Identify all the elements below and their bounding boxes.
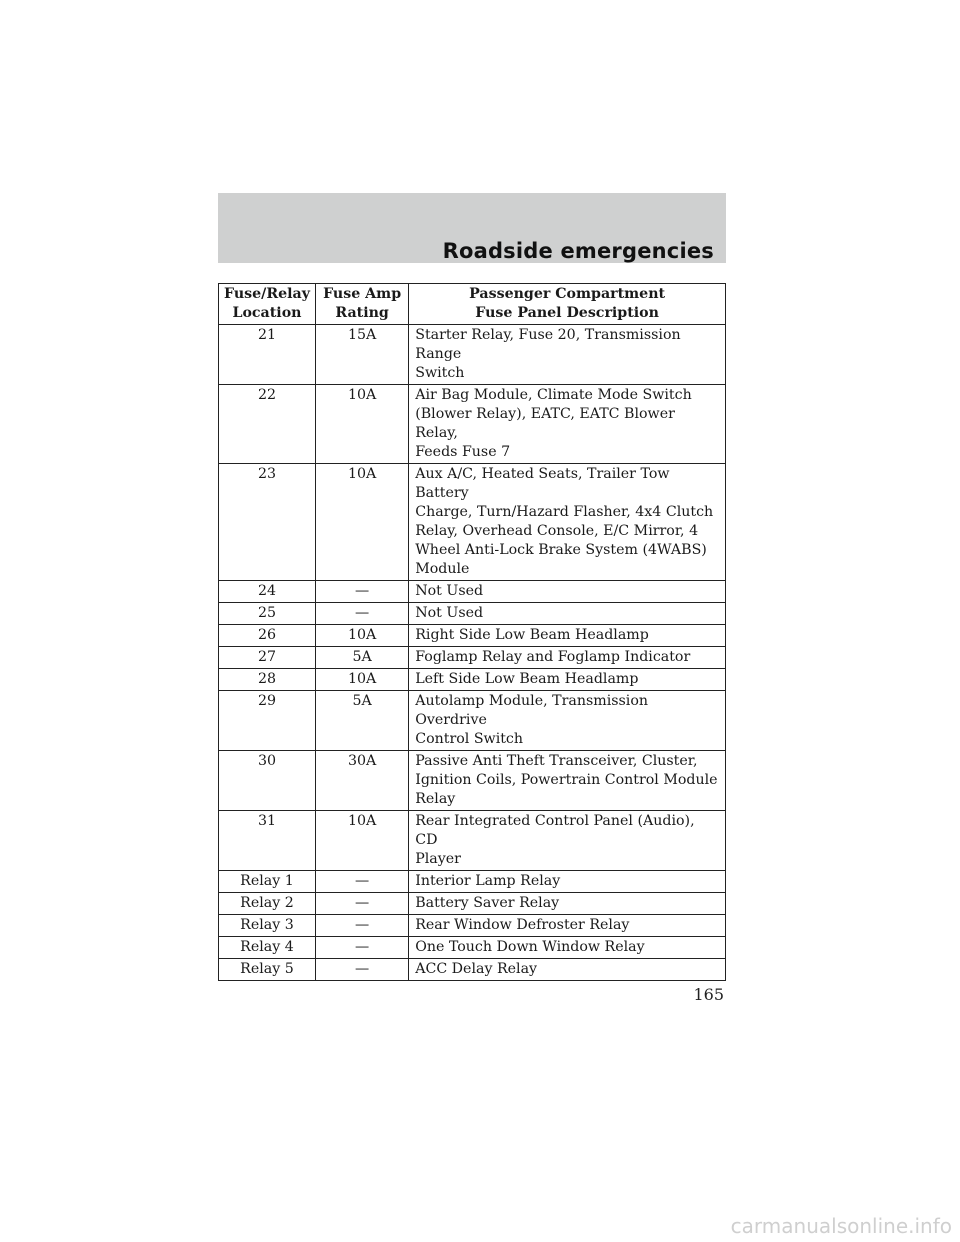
cell-rating: 30A bbox=[315, 751, 408, 811]
header-rating-line: Rating bbox=[335, 305, 389, 321]
cell-rating: — bbox=[315, 959, 408, 981]
description-line: Starter Relay, Fuse 20, Transmission Range bbox=[415, 327, 681, 362]
table-row bbox=[219, 581, 726, 603]
cell-location: Relay 4 bbox=[219, 937, 316, 959]
description-line: Module bbox=[415, 561, 470, 577]
description-line: Passive Anti Theft Transceiver, Cluster, bbox=[415, 753, 698, 769]
cell-description bbox=[409, 325, 726, 385]
description-line: Switch bbox=[415, 365, 465, 381]
cell-description bbox=[409, 464, 726, 581]
cell-description bbox=[409, 625, 726, 647]
cell-location: 30 bbox=[219, 751, 316, 811]
table-row bbox=[219, 871, 726, 893]
cell-description bbox=[409, 669, 726, 691]
cell-location: 28 bbox=[219, 669, 316, 691]
table-row bbox=[219, 937, 726, 959]
cell-description bbox=[409, 581, 726, 603]
description-line: Rear Window Defroster Relay bbox=[415, 917, 630, 933]
cell-location: 26 bbox=[219, 625, 316, 647]
description-line: Charge, Turn/Hazard Flasher, 4x4 Clutch bbox=[415, 504, 714, 520]
cell-rating: — bbox=[315, 871, 408, 893]
cell-location: 24 bbox=[219, 581, 316, 603]
description-line: Wheel Anti-Lock Brake System (4WABS) bbox=[415, 542, 707, 558]
cell-rating: — bbox=[315, 893, 408, 915]
table-row bbox=[219, 647, 726, 669]
cell-rating: 10A bbox=[315, 811, 408, 871]
section-title: Roadside emergencies bbox=[442, 239, 714, 263]
table-row bbox=[219, 893, 726, 915]
table-row bbox=[219, 669, 726, 691]
description-line: ACC Delay Relay bbox=[415, 961, 538, 977]
cell-rating: 5A bbox=[315, 691, 408, 751]
header-description bbox=[409, 284, 726, 325]
description-line: Not Used bbox=[415, 605, 484, 621]
cell-location: 21 bbox=[219, 325, 316, 385]
table-body bbox=[219, 325, 726, 981]
description-line: Relay bbox=[415, 791, 456, 807]
cell-rating: — bbox=[315, 915, 408, 937]
cell-description bbox=[409, 751, 726, 811]
table-row bbox=[219, 603, 726, 625]
description-line: Right Side Low Beam Headlamp bbox=[415, 627, 649, 643]
cell-rating: 5A bbox=[315, 647, 408, 669]
description-line: Left Side Low Beam Headlamp bbox=[415, 671, 639, 687]
table-row bbox=[219, 915, 726, 937]
description-line: Rear Integrated Control Panel (Audio), CD bbox=[415, 813, 695, 848]
watermark: carmanualsonline.info bbox=[730, 1214, 952, 1238]
description-line: Interior Lamp Relay bbox=[415, 873, 561, 889]
cell-description bbox=[409, 647, 726, 669]
cell-location: 27 bbox=[219, 647, 316, 669]
cell-rating: 10A bbox=[315, 669, 408, 691]
description-line: Relay, Overhead Console, E/C Mirror, 4 bbox=[415, 523, 699, 539]
header-rating bbox=[315, 284, 408, 325]
table-row bbox=[219, 385, 726, 464]
cell-rating: 10A bbox=[315, 625, 408, 647]
cell-rating: — bbox=[315, 937, 408, 959]
header-location-line: Location bbox=[232, 305, 302, 321]
table-row bbox=[219, 625, 726, 647]
description-line: Aux A/C, Heated Seats, Trailer Tow Battery bbox=[415, 466, 670, 501]
description-line: Autolamp Module, Transmission Overdrive bbox=[415, 693, 649, 728]
header-location bbox=[219, 284, 316, 325]
header-rating-line: Fuse Amp bbox=[323, 286, 402, 302]
description-line: Control Switch bbox=[415, 731, 524, 747]
cell-rating: — bbox=[315, 603, 408, 625]
cell-description bbox=[409, 937, 726, 959]
table-row bbox=[219, 325, 726, 385]
cell-location: Relay 5 bbox=[219, 959, 316, 981]
table-header-row bbox=[219, 284, 726, 325]
description-line: Air Bag Module, Climate Mode Switch bbox=[415, 387, 692, 403]
cell-description bbox=[409, 691, 726, 751]
cell-description bbox=[409, 603, 726, 625]
cell-description bbox=[409, 871, 726, 893]
description-line: Battery Saver Relay bbox=[415, 895, 560, 911]
cell-rating: 10A bbox=[315, 464, 408, 581]
header-description-line: Fuse Panel Description bbox=[475, 305, 659, 321]
cell-description bbox=[409, 811, 726, 871]
cell-description bbox=[409, 385, 726, 464]
cell-location: 25 bbox=[219, 603, 316, 625]
description-line: Not Used bbox=[415, 583, 484, 599]
description-line: Ignition Coils, Powertrain Control Module bbox=[415, 772, 718, 788]
table-row bbox=[219, 811, 726, 871]
table-row bbox=[219, 464, 726, 581]
cell-location: 23 bbox=[219, 464, 316, 581]
cell-location: Relay 2 bbox=[219, 893, 316, 915]
fuse-table bbox=[218, 283, 726, 981]
header-description-line: Passenger Compartment bbox=[469, 286, 666, 302]
cell-description bbox=[409, 959, 726, 981]
cell-rating: 10A bbox=[315, 385, 408, 464]
table-row bbox=[219, 751, 726, 811]
cell-location: Relay 1 bbox=[219, 871, 316, 893]
cell-description bbox=[409, 893, 726, 915]
cell-description bbox=[409, 915, 726, 937]
cell-location: 31 bbox=[219, 811, 316, 871]
cell-location: 29 bbox=[219, 691, 316, 751]
description-line: Feeds Fuse 7 bbox=[415, 444, 511, 460]
cell-location: 22 bbox=[219, 385, 316, 464]
description-line: (Blower Relay), EATC, EATC Blower Relay, bbox=[415, 406, 675, 441]
page-number: 165 bbox=[693, 985, 724, 1004]
section-header-band bbox=[218, 193, 726, 263]
description-line: Player bbox=[415, 851, 461, 867]
cell-location: Relay 3 bbox=[219, 915, 316, 937]
header-location-line: Fuse/Relay bbox=[224, 286, 310, 302]
description-line: One Touch Down Window Relay bbox=[415, 939, 645, 955]
table-row bbox=[219, 691, 726, 751]
description-line: Foglamp Relay and Foglamp Indicator bbox=[415, 649, 691, 665]
cell-rating: — bbox=[315, 581, 408, 603]
cell-rating: 15A bbox=[315, 325, 408, 385]
table-row bbox=[219, 959, 726, 981]
